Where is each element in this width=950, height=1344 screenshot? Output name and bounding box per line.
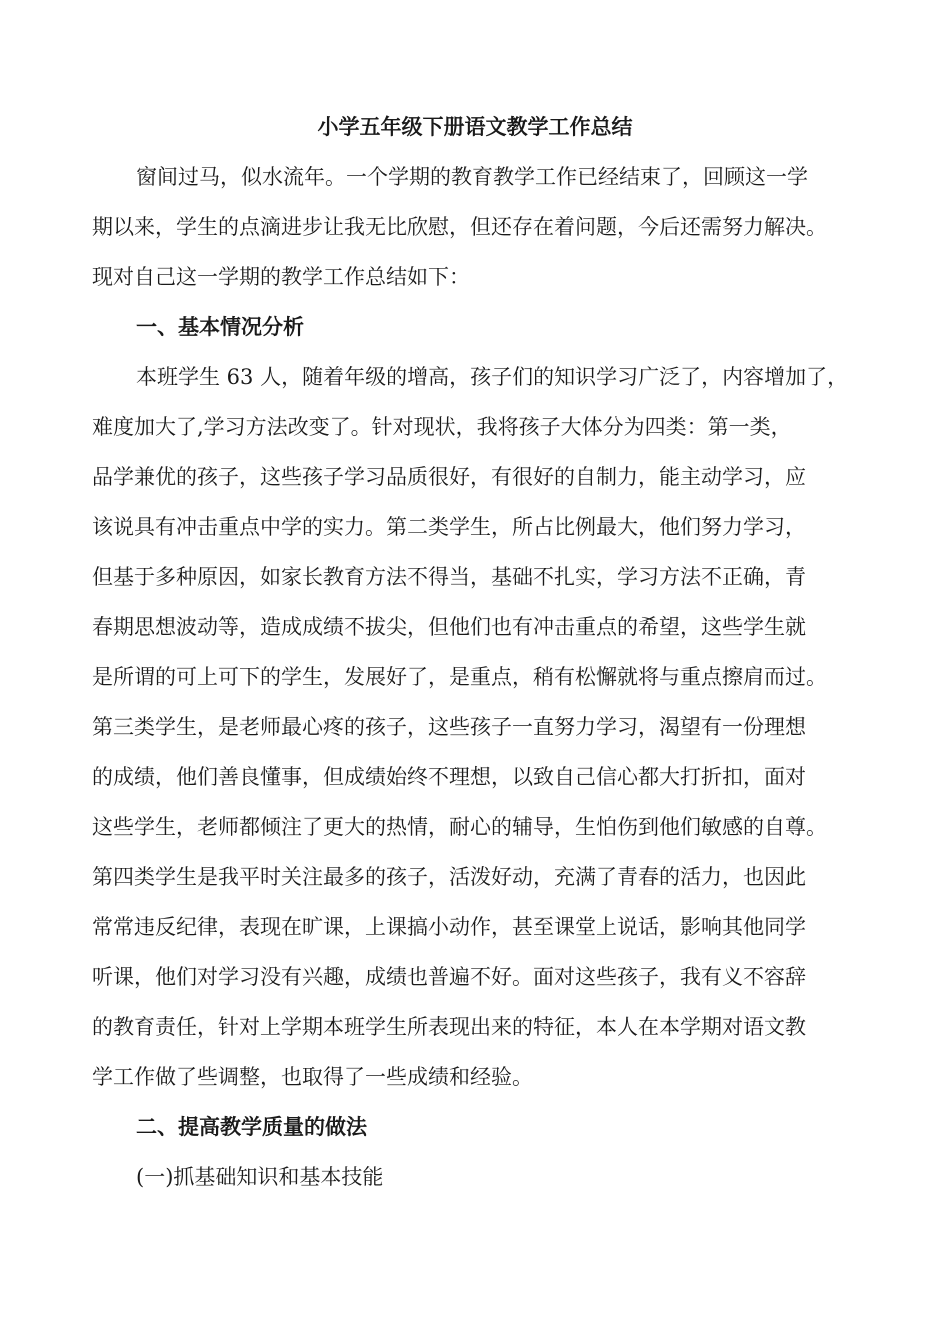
paragraph-line: 品学兼优的孩子，这些孩子学习品质很好，有很好的自制力，能主动学习，应 (92, 465, 806, 489)
paragraph-line: 是所谓的可上可下的学生，发展好了，是重点，稍有松懈就将与重点擦肩而过。 (92, 665, 827, 689)
section-heading: 二、提高教学质量的做法 (136, 1114, 367, 1139)
document-title: 小学五年级下册语文教学工作总结 (317, 114, 633, 139)
section-heading: 一、基本情况分析 (136, 314, 304, 339)
paragraph-line: 常常违反纪律，表现在旷课，上课搞小动作，甚至课堂上说话，影响其他同学 (92, 915, 806, 939)
intro-line: 现对自己这一学期的教学工作总结如下： (92, 265, 470, 289)
intro-line: 窗间过马，似水流年。一个学期的教育教学工作已经结束了，回顾这一学 (136, 165, 808, 189)
paragraph-line: 学工作做了些调整，也取得了一些成绩和经验。 (92, 1065, 533, 1089)
subsection-heading: (一)抓基础知识和基本技能 (136, 1165, 384, 1189)
paragraph-line: 但基于多种原因，如家长教育方法不得当，基础不扎实，学习方法不正确，青 (92, 565, 806, 589)
paragraph-line: 的成绩，他们善良懂事，但成绩始终不理想，以致自己信心都大打折扣，面对 (92, 765, 806, 789)
paragraph-line: 这些学生，老师都倾注了更大的热情，耐心的辅导，生怕伤到他们敏感的自尊。 (92, 815, 827, 839)
paragraph-line: 的教育责任，针对上学期本班学生所表现出来的特征，本人在本学期对语文教 (92, 1015, 806, 1039)
paragraph-line: 春期思想波动等，造成成绩不拔尖，但他们也有冲击重点的希望，这些学生就 (92, 615, 806, 639)
paragraph-line: 第四类学生是我平时关注最多的孩子，活泼好动，充满了青春的活力，也因此 (92, 865, 806, 889)
paragraph-line: 第三类学生，是老师最心疼的孩子，这些孩子一直努力学习，渴望有一份理想 (92, 715, 806, 739)
paragraph-line: 听课，他们对学习没有兴趣，成绩也普遍不好。面对这些孩子，我有义不容辞 (92, 965, 806, 989)
intro-line: 期以来，学生的点滴进步让我无比欣慰，但还存在着问题，今后还需努力解决。 (92, 215, 827, 239)
paragraph-line: 难度加大了,学习方法改变了。针对现状，我将孩子大体分为四类：第一类， (92, 415, 792, 439)
paragraph-line: 本班学生 63 人，随着年级的增高，孩子们的知识学习广泛了，内容增加了， (136, 365, 849, 389)
paragraph-line: 该说具有冲击重点中学的实力。第二类学生，所占比例最大，他们努力学习， (92, 515, 806, 539)
